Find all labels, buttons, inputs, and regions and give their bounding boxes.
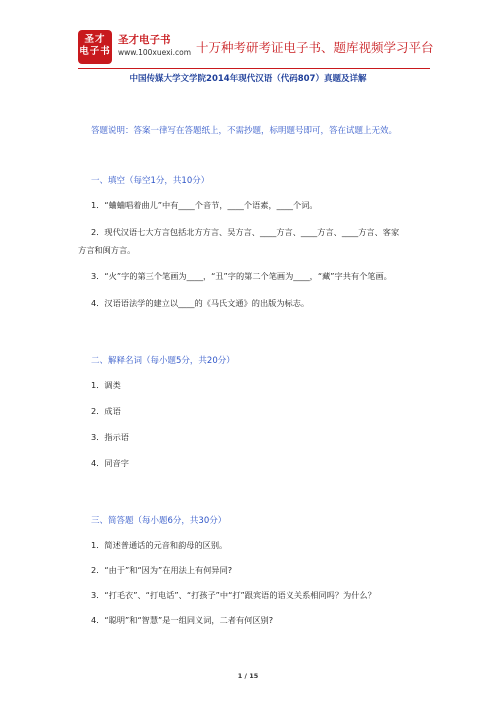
- brand-name: 圣才电子书: [118, 34, 171, 46]
- question-item-continuation: 方言和闽方言。: [78, 245, 136, 255]
- answer-instructions: 答题说明：答案一律写在答题纸上，不需抄题，标明题号即可，答在试题上无效。: [91, 126, 398, 136]
- question-item: 3．指示语: [91, 432, 129, 442]
- brand-logo: [78, 30, 112, 64]
- question-item: 1．调类: [91, 380, 121, 390]
- section-heading-terms: 二、解释名词（每小题5分，共20分）: [91, 356, 235, 366]
- logo-text-line1: 圣才: [84, 34, 106, 45]
- question-item: 2．现代汉语七大方言包括北方方言、吴方言、____方言、____方言、____方言、客家: [91, 227, 400, 237]
- logo-text-line2: 电子书: [79, 46, 111, 57]
- question-item: 4．汉语语法学的建立以____的《马氏文通》的出版为标志。: [91, 298, 310, 308]
- question-item: 1．“蛐蛐唱着曲儿”中有____个音节，____个语素，____个词。: [91, 200, 318, 210]
- page-header: [78, 30, 438, 66]
- question-item: 4．“聪明”和“智慧”是一组同义词，二者有何区别?: [91, 615, 274, 625]
- document-title: 中国传媒大学文学院2014年现代汉语（代码807）真题及详解: [129, 74, 367, 84]
- question-item: 3．“火”字的第三个笔画为____，“丑”字的第二个笔画为____，“藏”字共有个笔画。: [91, 271, 392, 281]
- question-item: 2．成语: [91, 406, 121, 416]
- page-number: 1 / 15: [237, 672, 259, 680]
- question-item: 1．简述普通话的元音和韵母的区别。: [91, 540, 228, 550]
- question-item: 2．“由于”和“因为”在用法上有何异同?: [91, 565, 233, 575]
- question-item: 4．同音字: [91, 458, 129, 468]
- section-heading-short-answer: 三、简答题（每小题6分，共30分）: [91, 516, 227, 526]
- brand-url: www.100xuexi.com: [118, 48, 192, 57]
- header-slogan: 十万种考研考证电子书、题库视频学习平台: [196, 40, 434, 55]
- header-divider: [78, 68, 430, 69]
- question-item: 3．“打毛衣”、“打电话”、“打孩子”中“打”跟宾语的语义关系相同吗？为什么？: [91, 590, 376, 600]
- section-heading-fill-blank: 一、填空（每空1分，共10分）: [91, 176, 210, 186]
